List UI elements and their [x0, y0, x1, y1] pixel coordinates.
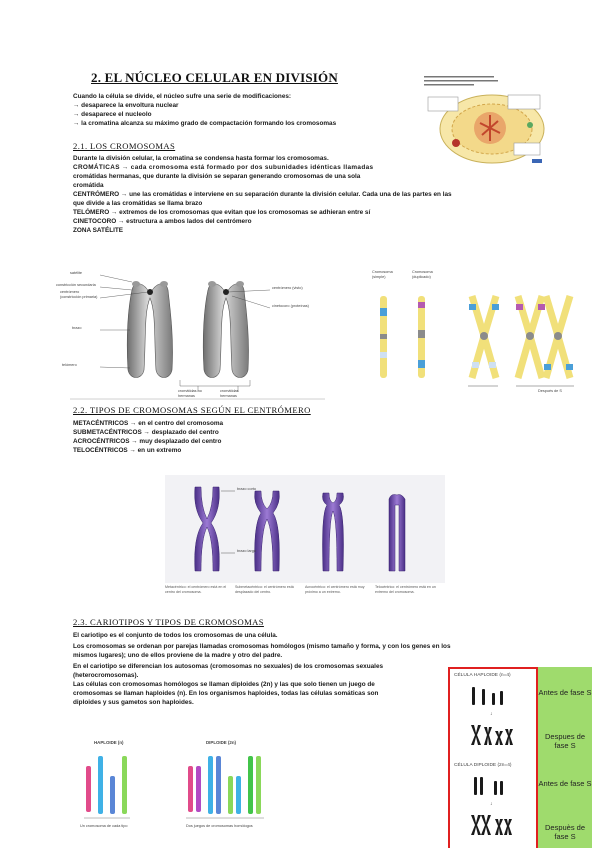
stage-label: Antes de fase S — [538, 779, 592, 788]
text-line: que divide a las cromátidas se llama brazo — [73, 200, 203, 207]
text-line: CROMÁTICAS → cada cromosoma está formado por dos subunidades idénticas llamadas — [73, 164, 374, 171]
section-tipos-text — [73, 419, 373, 455]
label-brazo-largo: brazo largo — [237, 549, 256, 553]
label-cromatidas-no-hermanas: cromátidas no hermanas — [178, 389, 202, 398]
intro-line: Cuando la célula se divide, el núcleo sufre una serie de modificaciones: — [73, 93, 292, 100]
section-heading-tipos: 2.2. TIPOS DE CROMOSOMAS SEGÚN EL CENTRÓMERO — [73, 405, 311, 415]
label-cromosoma-simple: Cromosoma (simple) — [372, 270, 393, 279]
label-constriccion-secundaria: constricción secundaria — [56, 283, 96, 287]
haploid-cell-title: CÉLULA HAPLOIDE (n=4) — [454, 673, 511, 678]
arrow-down-icon: ↓ — [490, 711, 493, 717]
section-cromosomas-text — [73, 154, 533, 235]
text-line: El cariotipo es el conjunto de todos los cromosomas de una célula. — [73, 632, 278, 639]
text-line: CENTRÓMERO → une las cromátidas e interviene en su separación durante la división celular. Cada una de las partes en las — [73, 191, 452, 198]
cell-phase-panel — [448, 667, 592, 848]
intro-line: → la cromatina alcanza su máximo grado de compactación formando los cromosomas — [73, 120, 337, 127]
text-line: Las células con cromosomas homólogos se llaman diploides (2n) y las que solo tienen un juego de — [73, 681, 375, 688]
chromosome-simple-1 — [380, 296, 387, 378]
label-satelite: satélite — [70, 271, 83, 275]
text-line: TELOCÉNTRICOS → en un extremo — [73, 447, 182, 454]
intro-line: → desaparece la envoltura nuclear — [73, 102, 179, 109]
label-cromatidas-hermanas: cromátidas hermanas — [220, 389, 239, 398]
section-cariotipos-text — [73, 631, 451, 707]
text-line: (heterocromosomas). — [73, 672, 139, 679]
text-line: cromátida — [73, 182, 104, 189]
caption-diploide: Dos juegos de cromosomas homólogos — [186, 824, 253, 828]
label-brazo: brazo — [72, 326, 82, 330]
caption-haploide: Un cromosoma de cada tipo — [80, 824, 128, 828]
text-line: cromátidas hermanas, que durante la división se separan generando cromosomas de una sola — [73, 173, 361, 180]
text-line: Los cromosomas se ordenan por parejas llamadas cromosomas homólogos (mismo tamaño y forma, y con los genes en los — [73, 643, 451, 650]
intro-line: → desaparece el nucleolo — [73, 111, 152, 118]
caption-acrocentrico: Acrocéntrico: el centrómero está muy próximo a un extremo. — [305, 585, 365, 594]
text-line: CINETOCORO → estructura a ambos lados del centrómero — [73, 218, 252, 225]
label-cinetocoro: cinetocoro (proteínas) — [272, 304, 309, 308]
chromosome-anatomy-figure — [56, 268, 325, 400]
arrow-down-icon: ↓ — [490, 801, 493, 807]
section-heading-cariotipos: 2.3. CARIOTIPOS Y TIPOS DE CROMOSOMAS — [73, 617, 264, 627]
stage-label: Antes de fase S — [538, 688, 592, 697]
label-despues-de-s: Después de S — [538, 389, 562, 393]
text-line: TELÓMERO → extremos de los cromosomas que evitan que los cromosomas se adhieran entre sí — [73, 209, 371, 216]
label-brazo-corto: brazo corto — [237, 487, 256, 491]
text-line: METACÉNTRICOS → en el centro del cromosoma — [73, 420, 224, 427]
text-line: En el cariotipo se diferencian los autosomas (cromosomas no sexuales) de los cromosomas sexuales — [73, 663, 384, 670]
centromere-types-figure — [165, 475, 445, 607]
nucleus-division-figure — [420, 73, 545, 165]
stage-label: Despues de fase S — [544, 732, 586, 750]
page-title: 2. EL NÚCLEO CELULAR EN DIVISIÓN — [91, 70, 338, 85]
text-line: mismos lugares); uno de ellos proviene de la madre y otro del padre. — [73, 652, 283, 659]
section-heading-cromosomas: 2.1. LOS CROMOSOMAS — [73, 141, 176, 151]
label-diploide: DIPLOIDE (2n) — [206, 740, 237, 745]
chromosome-duplication-figure — [368, 268, 588, 400]
caption-metacentrico: Metacéntrico: el centrómero está en el centro del cromosoma. — [165, 585, 227, 594]
intro-block — [73, 92, 413, 128]
text-line: diploides y sus gametos son haploides. — [73, 699, 194, 706]
label-telomero: telómero — [62, 363, 77, 367]
text-line: SUBMETACÉNTRICOS → desplazado del centro — [73, 429, 219, 436]
caption-submetacentrico: Submetacéntrico: el centrómero está desplazado del centro. — [235, 585, 294, 594]
label-centromero: centrómero (constricción primaria) — [60, 290, 98, 299]
caption-telocentrico: Telocéntrico: el centrómero está en un extremo del cromosoma. — [375, 585, 436, 594]
haploid-diploid-figure — [78, 738, 348, 838]
label-haploide: HAPLOIDE (n) — [94, 740, 124, 745]
text-line: Durante la división celular, la cromatina se condensa hasta formar los cromosomas. — [73, 155, 329, 162]
text-line: ACROCÉNTRICOS → muy desplazado del centro — [73, 438, 222, 445]
text-line: ZONA SATÉLITE — [73, 227, 124, 234]
label-cromosoma-duplicado: Cromosoma (duplicado) — [412, 270, 433, 279]
diploid-cell-title: CÉLULA DIPLOIDE (2n=4) — [454, 763, 512, 768]
stage-label: Despuès de fase S — [544, 823, 586, 841]
label-centromero-visto: centrómero (visto) — [272, 286, 303, 290]
text-line: cromosomas se llaman haploides (n). En los organismos haploides, todas las células somáticas son — [73, 690, 379, 697]
